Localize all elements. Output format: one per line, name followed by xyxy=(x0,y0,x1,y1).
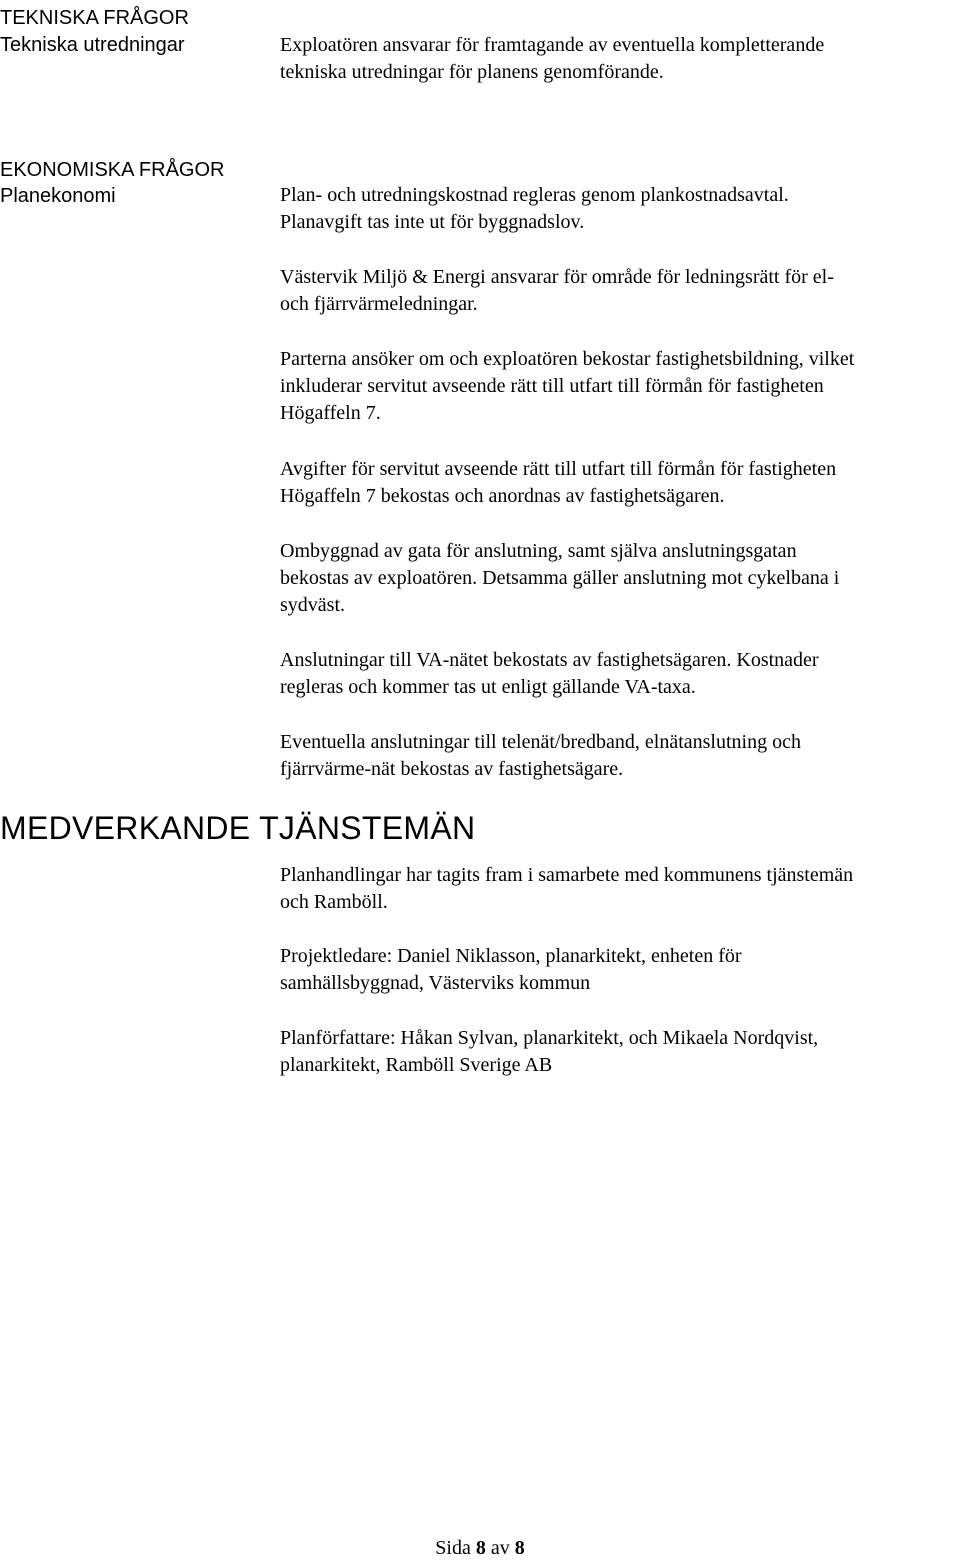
page-footer xyxy=(0,1536,960,1560)
subheading-tekniska-utredningar: Tekniska utredningar xyxy=(0,34,185,56)
paragraph-medverkande-2: Projektledare: Daniel Niklasson, planarkitekt, enheten för samhällsbyggnad, Västerviks kommun xyxy=(280,945,742,994)
footer-page-total: 8 xyxy=(514,1537,525,1559)
paragraph-ekonomiska-6: Anslutningar till VA-nätet bekostats av fastighetsägaren. Kostnader regleras och kommer tas ut enligt gällande VA-taxa. xyxy=(280,649,819,698)
paragraph-medverkande-3: Planförfattare: Håkan Sylvan, planarkitekt, och Mikaela Nordqvist, planarkitekt, Ramböll Sverige AB xyxy=(280,1027,819,1076)
paragraph-ekonomiska-3: Parterna ansöker om och exploatören bekostar fastighetsbildning, vilket inkluderar servitut avseende rätt till utfart till förmån för fastigheten Högaffeln 7. xyxy=(280,348,855,424)
paragraph-tekniska-1: Exploatören ansvarar för framtagande av eventuella kompletterande tekniska utredningar för planens genomförande. xyxy=(280,34,825,83)
footer-separator: av xyxy=(490,1537,510,1559)
subheading-planekonomi: Planekonomi xyxy=(0,185,116,207)
footer-page-number: 8 xyxy=(475,1537,486,1559)
paragraph-ekonomiska-5: Ombyggnad av gata för anslutning, samt själva anslutningsgatan bekostas av exploatören. Detsamma gäller anslutning mot cykelbana i sydväst. xyxy=(280,540,840,616)
section-heading-medverkande: MEDVERKANDE TJÄNSTEMÄN xyxy=(0,810,476,846)
paragraph-ekonomiska-2: Västervik Miljö & Energi ansvarar för område för ledningsrätt för el- och fjärrvärmeledningar. xyxy=(280,266,834,315)
section-heading-ekonomiska: EKONOMISKA FRÅGOR xyxy=(0,159,225,181)
section-heading-tekniska: TEKNISKA FRÅGOR xyxy=(0,7,189,29)
paragraph-ekonomiska-4: Avgifter för servitut avseende rätt till utfart till förmån för fastigheten Högaffeln 7 bekostas och anordnas av fastighetsägaren. xyxy=(280,458,837,507)
footer-prefix: Sida xyxy=(435,1537,471,1559)
paragraph-ekonomiska-1: Plan- och utredningskostnad regleras genom plankostnadsavtal. Planavgift tas inte ut för byggnadslov. xyxy=(280,184,789,233)
paragraph-ekonomiska-7: Eventuella anslutningar till telenät/bredband, elnätanslutning och fjärrvärme-nät bekostas av fastighetsägare. xyxy=(280,731,801,780)
paragraph-medverkande-1: Planhandlingar har tagits fram i samarbete med kommunens tjänstemän och Ramböll. xyxy=(280,864,854,913)
